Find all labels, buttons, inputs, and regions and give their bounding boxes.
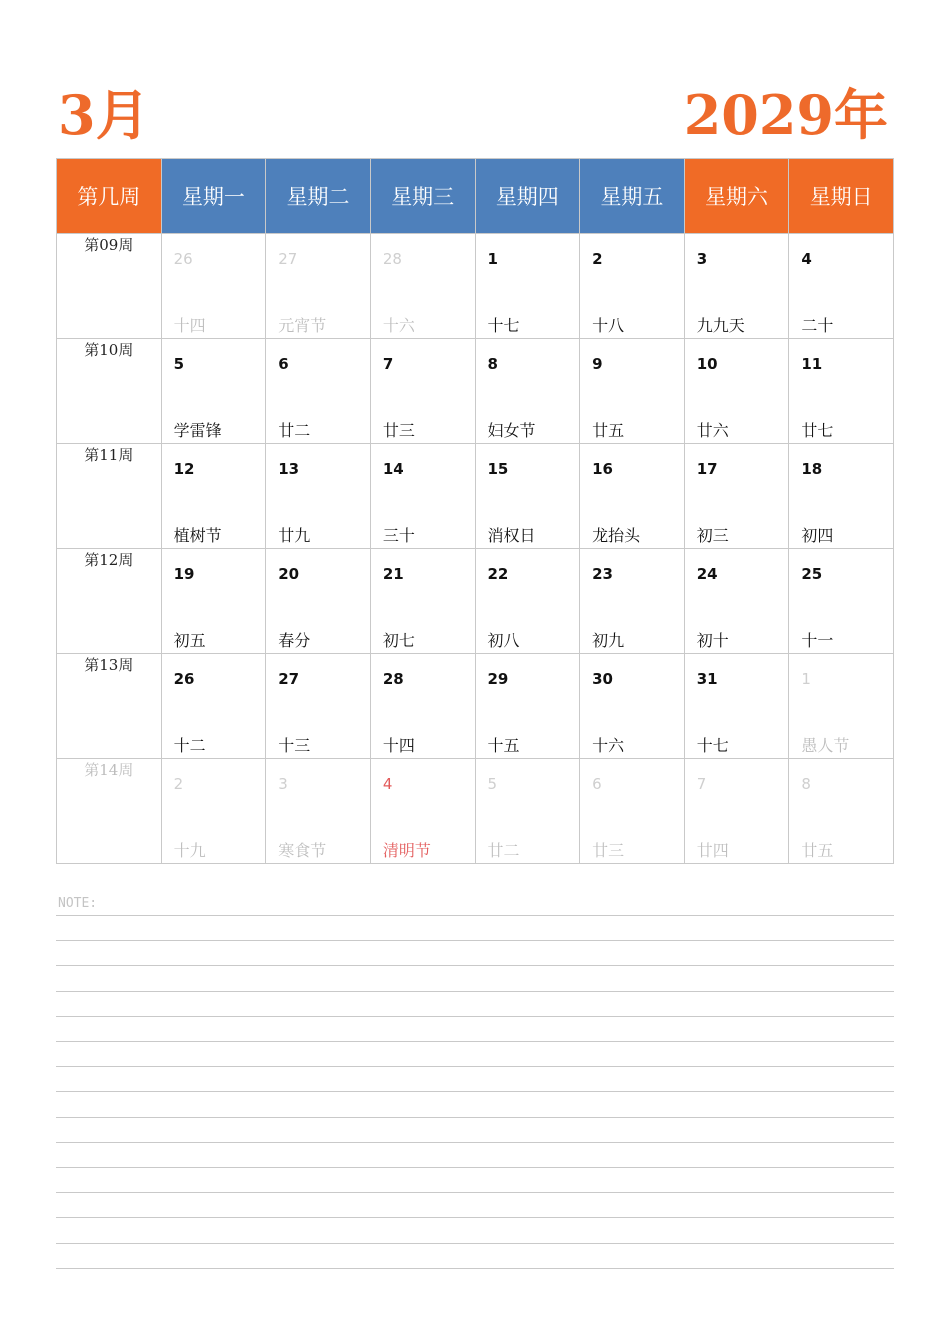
day-cell[interactable] [161, 654, 266, 759]
day-cell[interactable] [684, 759, 789, 864]
lunar-date-label: 三十 [382, 526, 415, 545]
note-line [56, 1142, 894, 1143]
day-number: 29 [487, 670, 509, 688]
day-number: 9 [592, 355, 603, 373]
day-cell[interactable] [475, 654, 580, 759]
note-label: NOTE: [58, 896, 98, 911]
header-saturday: 星期六 [684, 159, 789, 234]
day-number: 7 [696, 775, 707, 793]
day-number: 31 [696, 670, 718, 688]
lunar-date-label: 初八 [487, 631, 520, 650]
lunar-date-label: 廿七 [801, 421, 834, 440]
lunar-date-label: 廿二 [278, 421, 311, 440]
day-number: 12 [173, 460, 195, 478]
week-row [57, 759, 894, 864]
day-cell[interactable] [370, 444, 475, 549]
lunar-date-label: 愚人节 [801, 736, 850, 755]
lunar-date-label: 廿五 [592, 421, 625, 440]
lunar-date-label: 廿六 [696, 421, 729, 440]
day-number: 4 [382, 775, 393, 793]
lunar-date-label: 初五 [173, 631, 206, 650]
lunar-date-label: 十七 [696, 736, 729, 755]
day-cell[interactable] [789, 549, 894, 654]
day-cell[interactable] [684, 549, 789, 654]
day-number: 14 [382, 460, 404, 478]
lunar-date-label: 初九 [592, 631, 625, 650]
day-number: 20 [278, 565, 300, 583]
day-cell[interactable] [161, 759, 266, 864]
day-number: 4 [801, 250, 812, 268]
day-cell[interactable] [370, 759, 475, 864]
day-cell[interactable] [266, 444, 371, 549]
lunar-date-label: 十二 [173, 736, 206, 755]
day-number: 7 [382, 355, 394, 373]
lunar-date-label: 元宵节 [278, 316, 327, 335]
day-number: 2 [592, 250, 603, 268]
lunar-date-label: 初十 [696, 631, 729, 650]
day-cell[interactable] [580, 234, 685, 339]
lunar-date-label: 十三 [278, 736, 311, 755]
day-cell[interactable] [580, 654, 685, 759]
week-row [57, 234, 894, 339]
lunar-date-label: 春分 [278, 631, 311, 650]
header-monday: 星期一 [161, 159, 266, 234]
day-number: 15 [487, 460, 509, 478]
lunar-date-label: 十五 [487, 736, 520, 755]
day-number: 26 [173, 250, 193, 268]
week-number-label: 第10周 [57, 339, 162, 444]
day-number: 28 [382, 250, 402, 268]
day-cell[interactable] [475, 234, 580, 339]
week-row [57, 549, 894, 654]
note-line [56, 1243, 894, 1244]
lunar-date-label: 初三 [696, 526, 729, 545]
day-cell[interactable] [789, 234, 894, 339]
day-cell[interactable] [475, 759, 580, 864]
day-number: 1 [487, 250, 498, 268]
day-cell[interactable] [266, 759, 371, 864]
day-cell[interactable] [789, 654, 894, 759]
day-cell[interactable] [580, 444, 685, 549]
note-line [56, 915, 894, 916]
lunar-date-label: 寒食节 [278, 841, 327, 860]
day-number: 17 [696, 460, 718, 478]
week-number-label: 第09周 [57, 234, 162, 339]
day-cell[interactable] [789, 339, 894, 444]
lunar-date-label: 廿三 [592, 841, 625, 860]
note-line [56, 1091, 894, 1092]
day-cell[interactable] [370, 549, 475, 654]
day-number: 2 [173, 775, 184, 793]
day-cell[interactable] [475, 339, 580, 444]
day-number: 30 [592, 670, 613, 688]
day-cell[interactable] [161, 444, 266, 549]
lunar-date-label: 消权日 [487, 526, 536, 545]
note-line [56, 1217, 894, 1218]
lunar-date-label: 十八 [592, 316, 625, 335]
lunar-date-label: 廿三 [382, 421, 415, 440]
day-number: 6 [278, 355, 289, 373]
note-line [56, 1016, 894, 1017]
day-number: 22 [487, 565, 509, 583]
lunar-date-label: 十七 [487, 316, 520, 335]
day-number: 11 [801, 355, 823, 373]
day-number: 3 [696, 250, 708, 268]
lunar-date-label: 植树节 [173, 526, 222, 545]
day-cell[interactable] [684, 444, 789, 549]
lunar-date-label: 十六 [382, 316, 415, 335]
day-number: 21 [382, 565, 404, 583]
day-number: 18 [801, 460, 823, 478]
week-row [57, 654, 894, 759]
lunar-date-label: 龙抬头 [592, 526, 641, 545]
day-number: 16 [592, 460, 613, 478]
day-number: 25 [801, 565, 823, 583]
lunar-date-label: 初四 [801, 526, 834, 545]
day-cell[interactable] [161, 234, 266, 339]
day-number: 5 [173, 355, 185, 373]
day-cell[interactable] [266, 339, 371, 444]
lunar-date-label: 初七 [382, 631, 415, 650]
header-sunday: 星期日 [789, 159, 894, 234]
note-line [56, 940, 894, 941]
day-cell[interactable] [161, 549, 266, 654]
header-thursday: 星期四 [475, 159, 580, 234]
header-tuesday: 星期二 [266, 159, 371, 234]
day-cell[interactable] [370, 654, 475, 759]
day-number: 6 [592, 775, 602, 793]
day-number: 27 [278, 250, 298, 268]
day-cell[interactable] [370, 234, 475, 339]
day-number: 26 [173, 670, 195, 688]
note-line [56, 1167, 894, 1168]
note-line [56, 1268, 894, 1269]
day-number: 28 [382, 670, 404, 688]
day-number: 3 [278, 775, 288, 793]
note-line [56, 1066, 894, 1067]
day-cell[interactable] [789, 759, 894, 864]
month-title: 3月 [58, 83, 150, 147]
day-number: 27 [278, 670, 300, 688]
day-cell[interactable] [266, 549, 371, 654]
week-row [57, 444, 894, 549]
day-cell[interactable] [580, 549, 685, 654]
day-number: 8 [801, 775, 811, 793]
day-cell[interactable] [684, 654, 789, 759]
day-cell[interactable] [789, 444, 894, 549]
lunar-date-label: 廿九 [278, 526, 311, 545]
lunar-date-label: 二十 [801, 316, 834, 335]
week-number-label: 第11周 [57, 444, 162, 549]
day-number: 13 [278, 460, 300, 478]
day-cell[interactable] [370, 339, 475, 444]
day-cell[interactable] [684, 339, 789, 444]
week-number-label: 第13周 [57, 654, 162, 759]
year-title: 2029年 [683, 83, 888, 147]
day-number: 23 [592, 565, 613, 583]
note-line [56, 1117, 894, 1118]
lunar-date-label: 廿五 [801, 841, 834, 860]
week-number-label: 第12周 [57, 549, 162, 654]
lunar-date-label: 十九 [173, 841, 206, 860]
lunar-date-label: 廿二 [487, 841, 520, 860]
day-number: 19 [173, 565, 195, 583]
day-cell[interactable] [580, 759, 685, 864]
note-line [56, 1192, 894, 1193]
week-number-label: 第14周 [57, 759, 162, 864]
note-line [56, 991, 894, 992]
note-line [56, 965, 894, 966]
header-wednesday: 星期三 [370, 159, 475, 234]
lunar-date-label: 十六 [592, 736, 625, 755]
lunar-date-label: 九九天 [696, 316, 745, 335]
calendar-grid [56, 158, 894, 864]
lunar-date-label: 妇女节 [487, 421, 536, 440]
day-number: 1 [801, 670, 811, 688]
day-number: 10 [696, 355, 718, 373]
week-row [57, 339, 894, 444]
day-cell[interactable] [266, 234, 371, 339]
lunar-date-label: 十一 [801, 631, 834, 650]
lunar-date-label: 学雷锋 [173, 421, 222, 440]
note-line [56, 1041, 894, 1042]
header-friday: 星期五 [580, 159, 685, 234]
lunar-date-label: 廿四 [696, 841, 729, 860]
day-number: 5 [487, 775, 498, 793]
day-cell[interactable] [266, 654, 371, 759]
week-column-header: 第几周 [57, 159, 162, 234]
day-cell[interactable] [684, 234, 789, 339]
calendar-header-row [57, 159, 894, 234]
day-number: 24 [696, 565, 718, 583]
day-number: 8 [487, 355, 498, 373]
day-cell[interactable] [475, 549, 580, 654]
lunar-date-label: 清明节 [382, 841, 431, 860]
day-cell[interactable] [161, 339, 266, 444]
lunar-date-label: 十四 [382, 736, 415, 755]
day-cell[interactable] [475, 444, 580, 549]
day-cell[interactable] [580, 339, 685, 444]
lunar-date-label: 十四 [173, 316, 206, 335]
